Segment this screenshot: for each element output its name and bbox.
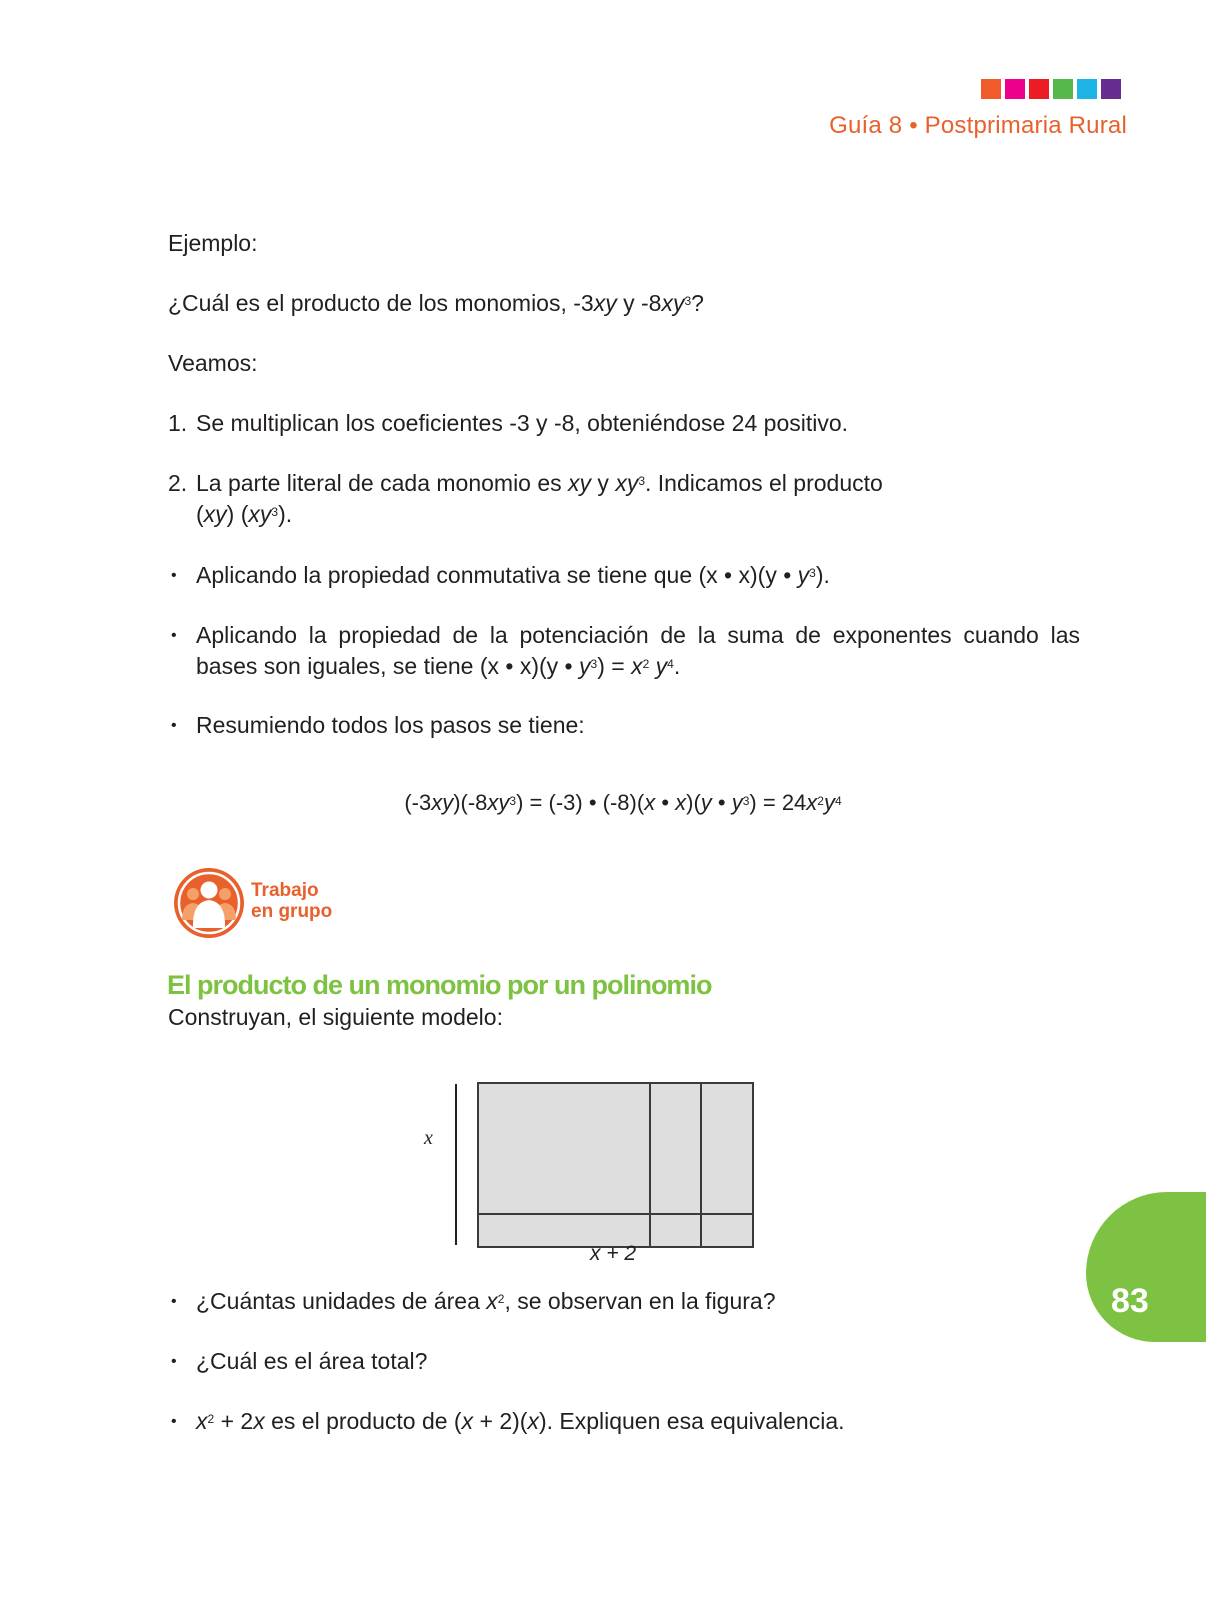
bullet-marker: • xyxy=(171,627,177,644)
bullet-marker: • xyxy=(171,1413,177,1430)
bullet-exponents-text: Aplicando la propiedad de la potenciación de la suma de exponentes cuando las bases son iguales, se tiene (x • x)(y • $y^3) = x^2$ $y^4$. xyxy=(196,622,1080,679)
color-bar xyxy=(981,79,1121,99)
example-label: Ejemplo: xyxy=(168,230,258,256)
color-swatch-orange xyxy=(981,79,1001,99)
side-length-label: x xyxy=(424,1127,433,1149)
color-swatch-green xyxy=(1053,79,1073,99)
step-2-number: 2. xyxy=(168,470,188,496)
question-1-text: ¿Cuántas unidades de área $x^2$, se observan en la figura? xyxy=(196,1288,776,1314)
bullet-marker: • xyxy=(171,1293,177,1310)
bullet-marker: • xyxy=(171,1353,177,1370)
bullet-exponents xyxy=(168,620,1080,682)
step-1-number: 1. xyxy=(168,410,188,436)
step-2-text: La parte literal de cada monomio es xy y $xy^3$. Indicamos el producto (xy) $(xy^3)$. xyxy=(196,470,883,527)
question-2-text: ¿Cuál es el área total? xyxy=(196,1348,428,1374)
strip-x-2 xyxy=(701,1083,753,1214)
bullet-commutative-text: Aplicando la propiedad conmutativa se tiene que (x • x)(y • $y^3$). xyxy=(196,562,830,588)
strip-x-1 xyxy=(650,1083,701,1214)
step-2 xyxy=(168,468,1080,530)
color-swatch-purple xyxy=(1101,79,1121,99)
question-line: ¿Cuál es el producto de los monomios, -3xy y $-8xy^3$? xyxy=(168,290,704,316)
square-x-squared xyxy=(478,1083,650,1214)
question-2 xyxy=(168,1346,1080,1377)
group-work-label: Trabajo en grupo xyxy=(251,880,333,922)
question-3 xyxy=(168,1406,1080,1437)
color-swatch-red xyxy=(1029,79,1049,99)
bullet-summary-text: Resumiendo todos los pasos se tiene: xyxy=(196,712,585,738)
color-swatch-cyan xyxy=(1077,79,1097,99)
bullet-commutative xyxy=(168,560,1080,591)
unit-square-1 xyxy=(650,1214,701,1247)
bottom-length-label: x + 2 xyxy=(590,1242,637,1265)
color-swatch-magenta xyxy=(1005,79,1025,99)
bullet-marker: • xyxy=(171,567,177,584)
group-work-icon xyxy=(172,866,246,940)
bullet-summary xyxy=(168,710,1080,741)
bullet-marker: • xyxy=(171,717,177,734)
page-number: 83 xyxy=(1111,1282,1149,1320)
question-3-text: $x^2 + 2x$ es el producto de (x + 2)(x). Expliquen esa equivalencia. xyxy=(196,1408,845,1434)
question-1 xyxy=(168,1286,1080,1317)
section-title: El producto de un monomio por un polinomio xyxy=(167,970,712,1000)
veamos-label: Veamos: xyxy=(168,350,258,376)
step-1-text: Se multiplican los coeficientes -3 y -8, obteniéndose 24 positivo. xyxy=(196,410,849,436)
header-title: Guía 8 • Postprimaria Rural xyxy=(829,112,1127,139)
step-1 xyxy=(168,408,1080,439)
unit-square-2 xyxy=(701,1214,753,1247)
section-intro: Construyan, el siguiente modelo: xyxy=(168,1004,503,1030)
summary-equation: $(-3xy)(-8xy^3) = (-3)$ • (-8)(x • x)(y • $y^3) = 24x^2y^4$ xyxy=(404,790,842,815)
